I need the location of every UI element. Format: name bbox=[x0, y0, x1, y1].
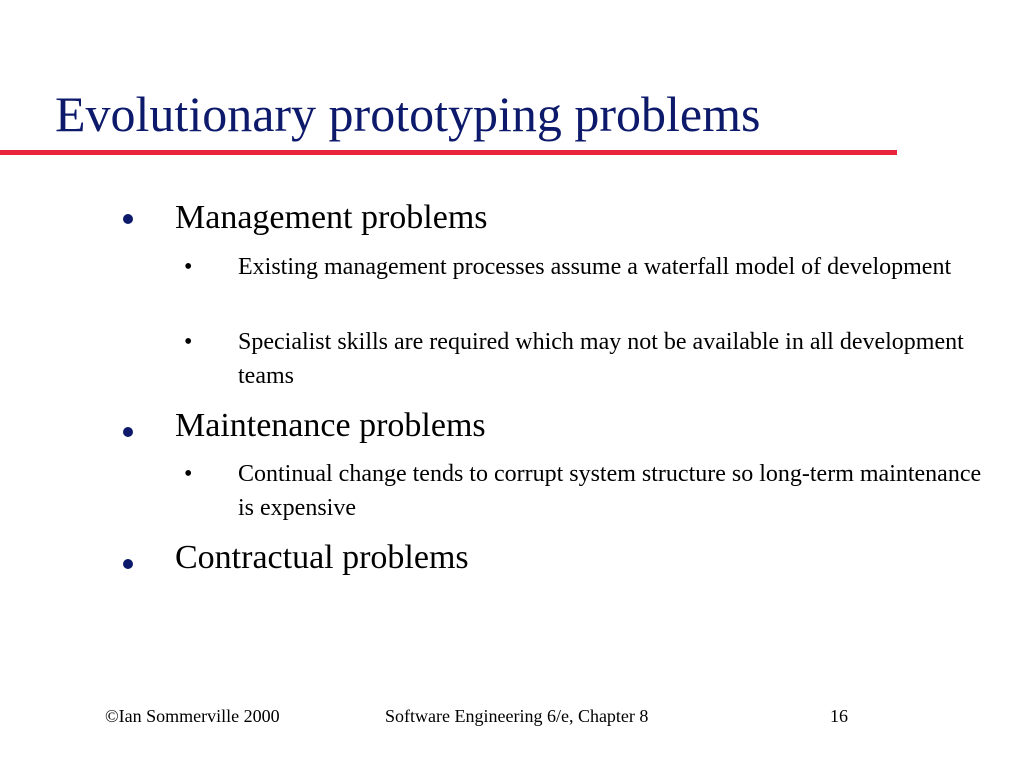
sub-bullet-item: Specialist skills are required which may not be available in all development teams bbox=[238, 329, 964, 389]
footer-page-number: 16 bbox=[830, 706, 848, 726]
sub-bullet-item: Existing management processes assume a waterfall model of development bbox=[238, 254, 952, 280]
bullet-item: Contractual problems bbox=[175, 539, 469, 576]
footer-copyright: ©Ian Sommerville 2000 bbox=[105, 706, 280, 726]
sub-bullet-icon: • bbox=[184, 329, 193, 355]
footer-book-title: Software Engineering 6/e, Chapter 8 bbox=[385, 706, 649, 726]
slide-title: Evolutionary prototyping problems bbox=[55, 86, 761, 142]
sub-bullet-icon: • bbox=[184, 461, 193, 487]
bullet-dot-icon bbox=[123, 559, 133, 569]
bullet-item: Maintenance problems bbox=[175, 407, 486, 444]
bullet-item: Management problems bbox=[175, 199, 488, 236]
sub-bullet-item: Continual change tends to corrupt system structure so long-term maintenance is expensive bbox=[238, 461, 982, 521]
sub-bullet-icon: • bbox=[184, 254, 193, 280]
bullet-dot-icon bbox=[123, 427, 133, 437]
bullet-dot-icon bbox=[123, 214, 133, 224]
